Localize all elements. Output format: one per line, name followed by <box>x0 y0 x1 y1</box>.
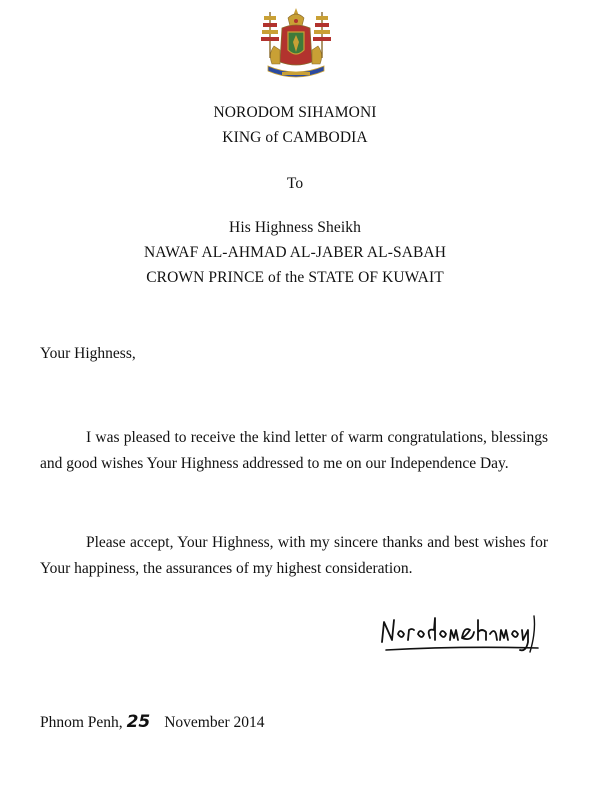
date-line <box>40 712 265 732</box>
sender-name: NORODOM SIHAMONI <box>213 104 377 121</box>
body-paragraph-1: I was pleased to receive the kind letter of warm congratulations, blessings and good wishes Your Highness addressed to me on our Independence Day. <box>40 429 548 472</box>
date-place: Phnom Penh, <box>40 714 123 731</box>
recipient-name: NAWAF AL-AHMAD AL-JABER AL-SABAH <box>143 244 447 261</box>
date-day: 25 <box>126 712 151 732</box>
to-label: To <box>286 175 304 192</box>
recipient-salutation-line: His Highness Sheikh <box>229 219 361 236</box>
handwritten-signature <box>378 612 542 656</box>
body-paragraph-2: Please accept, Your Highness, with my sincere thanks and best wishes for Your happiness, the assurances of my highest consideration. <box>40 534 548 577</box>
royal-coat-of-arms-emblem <box>258 6 334 84</box>
recipient-title: CROWN PRINCE of the STATE OF KUWAIT <box>146 269 444 286</box>
sender-title: KING of CAMBODIA <box>222 129 368 146</box>
date-month-year: November 2014 <box>164 714 265 731</box>
greeting: Your Highness, <box>40 345 136 362</box>
